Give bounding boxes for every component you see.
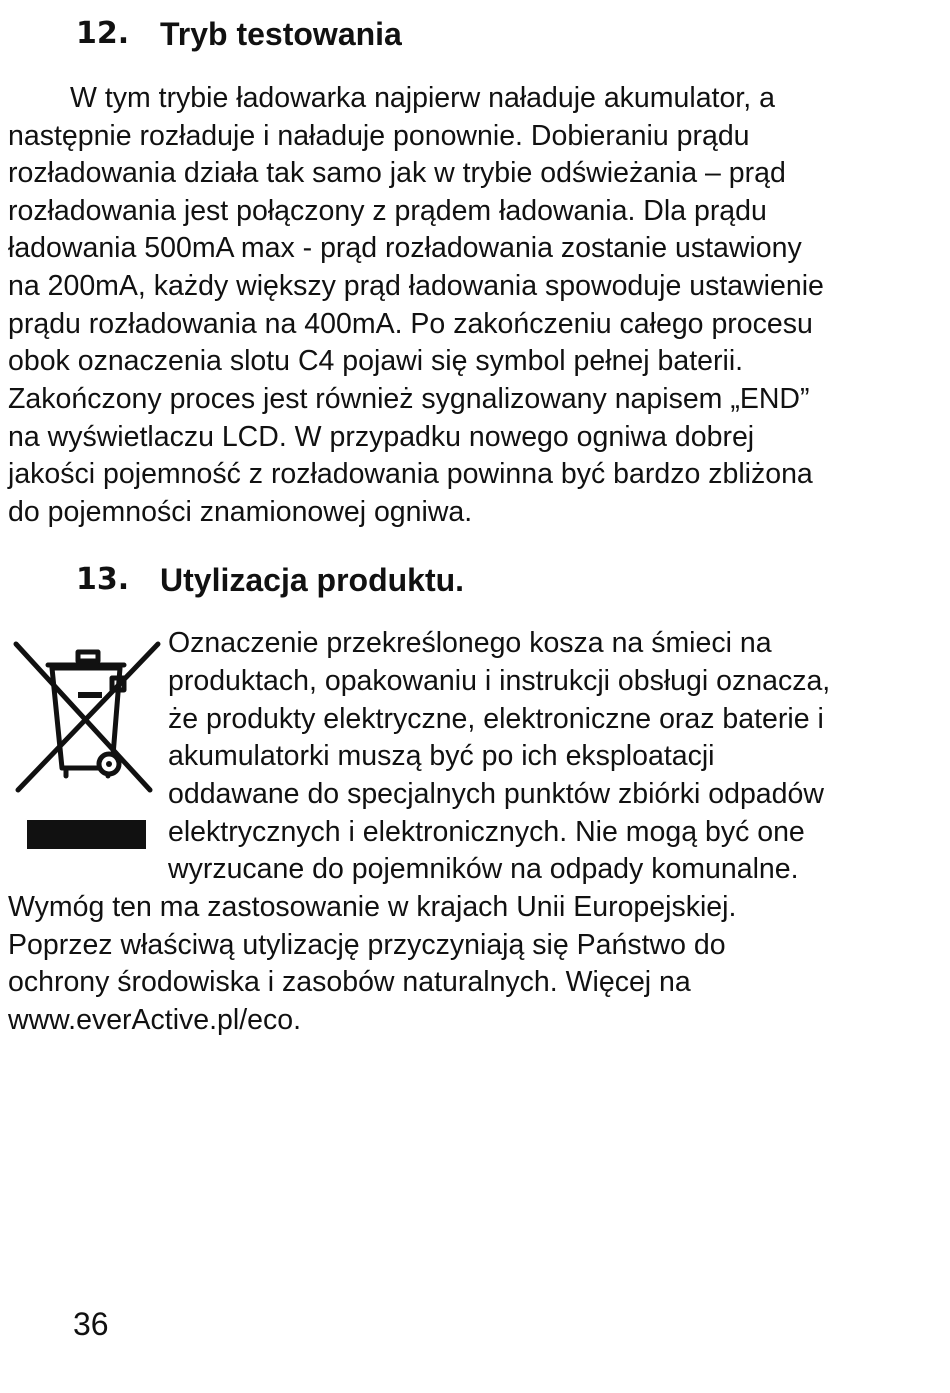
section-13-line: ochrony środowiska i zasobów naturalnych. Więcej na (8, 966, 691, 998)
section-13-line: produktach, opakowaniu i instrukcji obsługi oznacza, (168, 665, 831, 697)
section-12-line: na wyświetlaczu LCD. W przypadku nowego ogniwa dobrej (8, 421, 755, 453)
section-13-line: elektrycznych i elektronicznych. Nie mogą być one (168, 816, 805, 848)
section-12-line: na 200mA, każdy większy prąd ładowania spowoduje ustawienie (8, 270, 824, 302)
section-12-line: prądu rozładowania na 400mA. Po zakończeniu całego procesu (8, 308, 813, 340)
section-13-number: 13. (76, 562, 130, 597)
crossed-out-wheelie-bin-icon (12, 638, 162, 853)
section-13-line: oddawane do specjalnych punktów zbiórki odpadów (168, 778, 824, 810)
section-12-line: następnie rozładuje i naładuje ponownie. Dobieraniu prądu (8, 120, 750, 152)
page-number: 36 (73, 1306, 109, 1342)
section-13-line: Poprzez właściwą utylizację przyczyniają się Państwo do (8, 929, 726, 961)
section-13-line: że produkty elektryczne, elektroniczne oraz baterie i (168, 703, 824, 735)
section-13-line: Oznaczenie przekreślonego kosza na śmieci na (168, 627, 772, 659)
section-13-line: Wymóg ten ma zastosowanie w krajach Unii Europejskiej. (8, 891, 737, 923)
section-13-line: wyrzucane do pojemników na odpady komunalne. (168, 853, 799, 885)
section-13-title: Utylizacja produktu. (160, 562, 465, 598)
section-12-line: do pojemności znamionowej ogniwa. (8, 496, 473, 528)
section-12-line: jakości pojemność z rozładowania powinna być bardzo zbliżona (8, 458, 813, 490)
section-12-line: obok oznaczenia slotu C4 pojawi się symbol pełnej baterii. (8, 345, 744, 377)
section-12-line: rozładowania działa tak samo jak w trybie odświeżania – prąd (8, 157, 786, 189)
section-12-line: W tym trybie ładowarka najpierw naładuje akumulator, a (70, 82, 775, 114)
section-12-title: Tryb testowania (160, 16, 402, 52)
section-13-line: akumulatorki muszą być po ich eksploatacji (168, 740, 715, 772)
section-12-line: Zakończony proces jest również sygnalizowany napisem „END” (8, 383, 810, 415)
section-12-number: 12. (76, 16, 130, 51)
section-13-eco-link: www.everActive.pl/eco. (8, 1004, 302, 1036)
section-12-line: ładowania 500mA max - prąd rozładowania zostanie ustawiony (8, 232, 802, 264)
section-12-line: rozładowania jest połączony z prądem ładowania. Dla prądu (8, 195, 767, 227)
